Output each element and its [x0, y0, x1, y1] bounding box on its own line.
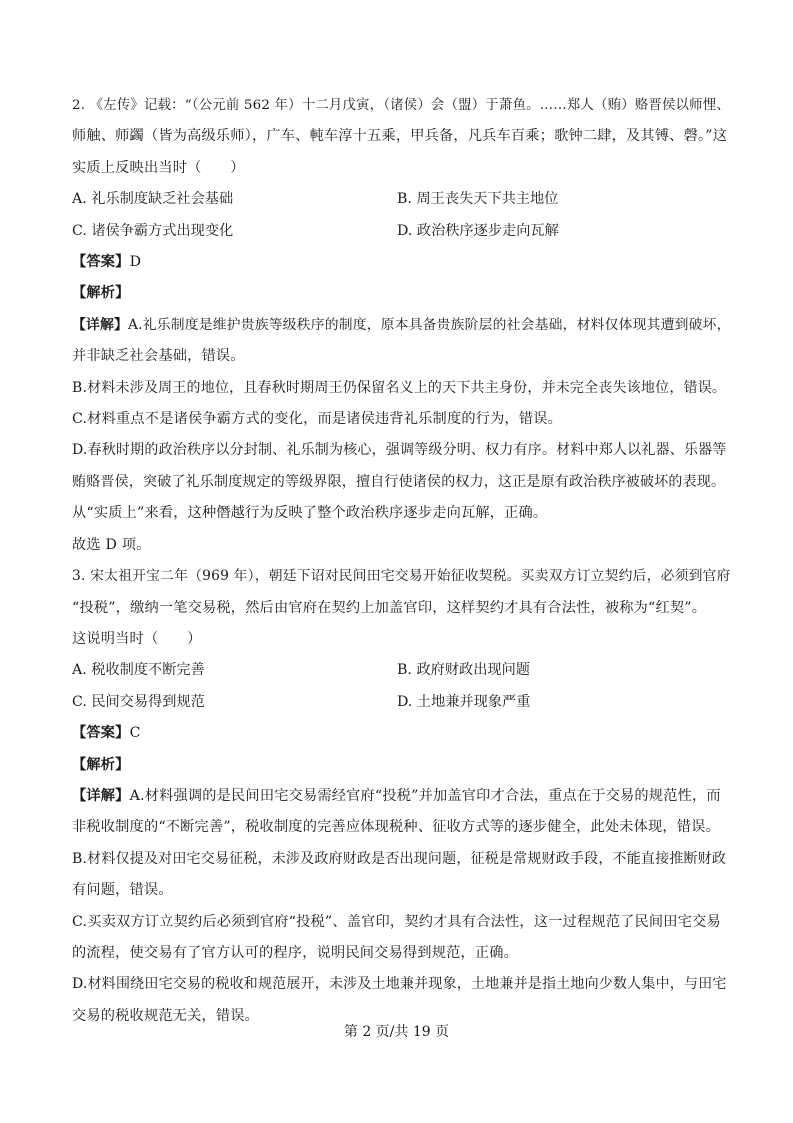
q3-detail-line-1	[72, 781, 732, 812]
q3-option-c: C. 民间交易得到规范	[72, 693, 205, 710]
q3-detail-line-2: 非税收制度的“不断完善”，税收制度的完善应体现税种、征收方式等的逐步健全，此处未体现，错误。	[72, 819, 720, 836]
q2-option-a: A. 礼乐制度缺乏社会基础	[72, 191, 234, 208]
q2-option-b: B. 周王丧失天下共主地位	[397, 191, 559, 208]
question-2	[72, 90, 732, 561]
q2-detail-text-1: A.礼乐制度是维护贵族等级秩序的制度，原本具备贵族阶层的社会基础，材料仅体现其遭到破坏，	[128, 316, 731, 333]
q3-detail-line-8: 交易的税收规范无关，错误。	[72, 1007, 260, 1024]
q3-detail-line-4: 有问题，错误。	[72, 882, 173, 899]
q2-detail-line-7: 从“实质上”来看，这种僭越行为反映了整个政治秩序逐步走向瓦解，正确。	[72, 505, 548, 522]
q3-analysis-tag: 【解析】	[72, 756, 130, 773]
q3-option-d: D. 土地兼并现象严重	[397, 693, 531, 710]
q2-detail-line-3: B.材料未涉及周王的地位，且春秋时期周王仍保留名义上的天下共主身份，并未完全丧失该地位，错误。	[72, 379, 727, 396]
q2-option-d: D. 政治秩序逐步走向瓦解	[397, 222, 559, 239]
q2-analysis-heading	[72, 278, 732, 309]
q2-analysis-tag: 【解析】	[72, 285, 130, 302]
q2-conclusion: 故选 D 项。	[72, 536, 151, 553]
q3-option-b: B. 政府财政出现问题	[397, 662, 530, 679]
q3-analysis-heading	[72, 750, 732, 781]
q2-detail-line-6: 贿赂晋侯，突破了礼乐制度规定的等级界限，擅自行使诸侯的权力，这正是原有政治秩序被破坏的表现。	[72, 473, 726, 490]
q2-detail-tag: 【详解】	[72, 316, 128, 333]
document-body	[72, 90, 732, 1032]
q3-detail-text-1: A.材料强调的是民间田宅交易需经官府“投税”并加盖官印才合法，重点在于交易的规范性，而	[129, 787, 721, 804]
q2-option-c: C. 诸侯争霸方式出现变化	[72, 222, 234, 239]
q3-detail-line-7: D.材料围绕田宅交易的税收和规范展开，未涉及土地兼并现象，土地兼并是指土地向少数人集中，与田宅	[72, 976, 727, 993]
page-number-footer: 第 2 页/共 19 页	[343, 1024, 450, 1040]
q3-stem-line-1: 3. 宋太祖开宝二年（969 年），朝廷下诏对民间田宅交易开始征收契税。买卖双方订立契约后，必须到官府	[72, 568, 731, 585]
q3-option-a: A. 税收制度不断完善	[72, 662, 205, 679]
q3-detail-tag: 【详解】	[72, 787, 130, 804]
q3-answer-value: C	[129, 725, 141, 742]
question-3	[72, 561, 732, 1032]
q3-detail-line-5: C.买卖双方订立契约后必须到官府“投税”、盖官印，契约才具有合法性，这一过程规范了民间田宅交易	[72, 913, 721, 930]
q3-stem-line-2: “投税”，缴纳一笔交易税，然后由官府在契约上加盖官印，这样契约才具有合法性，被称为“红契”。	[72, 599, 707, 616]
q3-detail-line-6: 的流程，使交易有了官方认可的程序，说明民间交易得到规范，正确。	[72, 944, 519, 961]
q3-answer-tag: 【答案】	[72, 725, 130, 742]
q2-detail-line-1	[72, 310, 732, 341]
q3-options-row-1	[72, 655, 732, 686]
q2-answer-value: D	[129, 254, 142, 271]
q2-answer-tag: 【答案】	[72, 254, 130, 271]
q3-stem-line-3: 这说明当时（ ）	[72, 630, 202, 647]
q2-detail-line-5: D.春秋时期的政治秩序以分封制、礼乐制为核心，强调等级分明、权力有序。材料中郑人以礼器、乐器等	[72, 442, 727, 459]
q2-answer	[72, 247, 732, 278]
q2-stem-line-1: 2. 《左传》记载：“（公元前 562 年）十二月戊寅，（诸侯）会（盟）于萧鱼。……郑人（贿）赂晋侯以师悝、	[72, 98, 730, 113]
q2-options-row-2	[72, 216, 732, 247]
q3-options-row-2	[72, 687, 732, 718]
q3-answer	[72, 718, 732, 749]
q2-options-row-1	[72, 184, 732, 215]
q2-stem-line-3: 实质上反映出当时（ ）	[72, 159, 245, 176]
q2-detail-line-4: C.材料重点不是诸侯争霸方式的变化，而是诸侯违背礼乐制度的行为，错误。	[72, 411, 563, 428]
q2-stem-line-2: 师触、师蠲（皆为高级乐师），广车、軘车淳十五乘，甲兵备，凡兵车百乘；歌钟二肆，及其镈、磬。”这	[72, 128, 728, 145]
q3-detail-line-3: B.材料仅提及对田宅交易征税，未涉及政府财政是否出现问题，征税是常规财政手段，不能直接推断财政	[72, 850, 727, 867]
q2-detail-line-2: 并非缺乏社会基础，错误。	[72, 348, 245, 365]
